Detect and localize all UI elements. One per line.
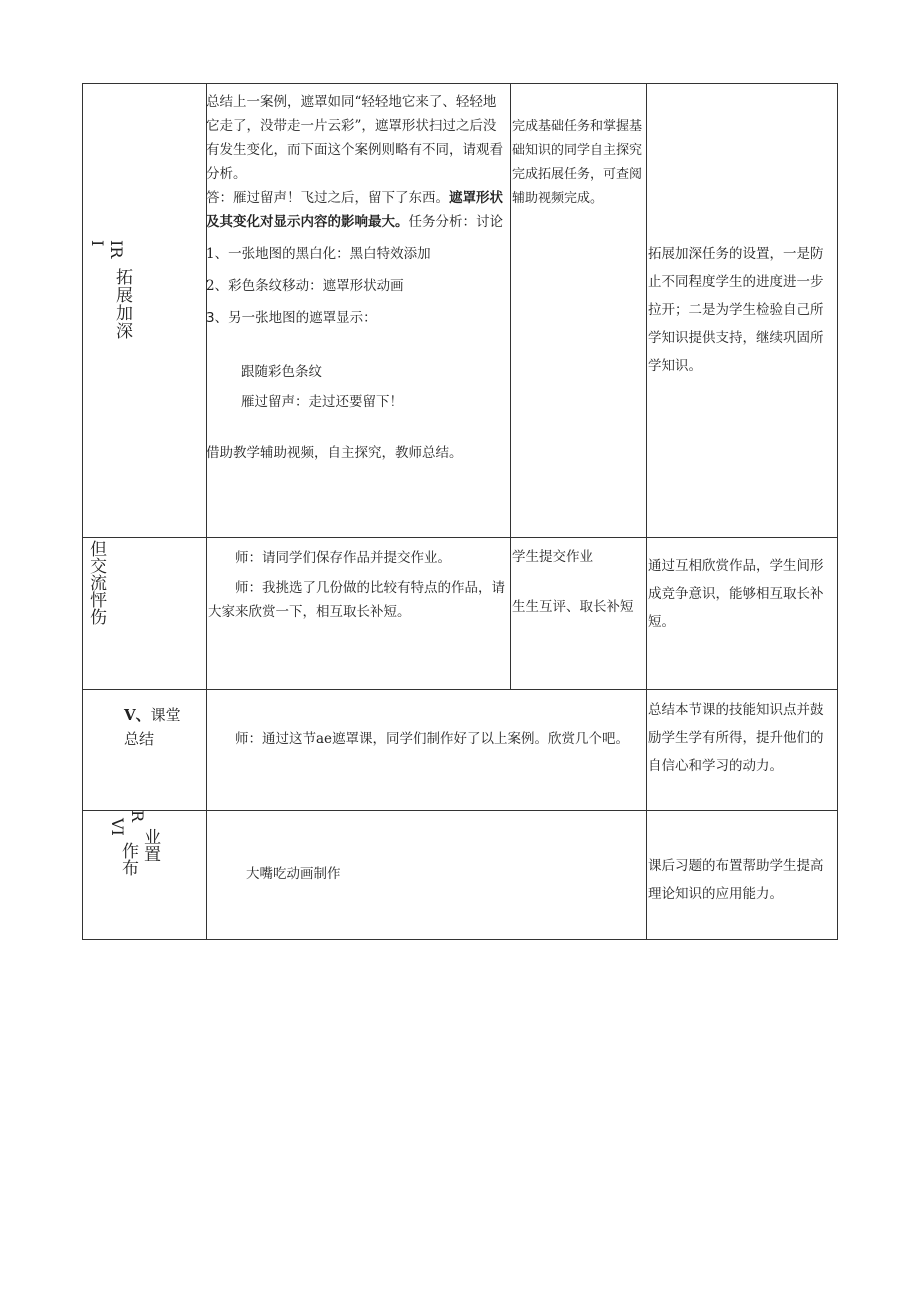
row3-label-roman: V、 [124,706,151,724]
row1-item-5: 雁过留声：走过还要留下！ [241,394,403,410]
row3-label-part2: 总结 [124,730,155,748]
row1-item-2: 2、彩色条纹移动：遮罩形状动画 [206,278,404,294]
row2-label: 但交流怦伤 [86,540,106,625]
row-divider [82,689,838,690]
column-divider [646,83,647,940]
row-divider [82,537,838,538]
row3-design-intent: 总结本节课的技能知识点并鼓励学生学有所得，提升他们的自信心和学习的动力。 [648,702,824,774]
row2-student-line-2: 生生互评、取长补短 [512,599,634,615]
row1-item-3: 3、另一张地图的遮罩显示： [206,310,377,326]
row2-student-activity [512,544,642,620]
row4-design-intent: 课后习题的布置帮助学生提高理论知识的应用能力。 [648,858,824,902]
row1-item-1: 1、一张地图的黑白化：黑白特效添加 [206,246,431,262]
row2-content [208,546,508,624]
row4-label-r: R [128,810,147,823]
row3-label-part1: 课堂 [150,706,181,724]
row3-content: 师：通过这节ae遮罩课，同学们制作好了以上案例。欣赏几个吧。 [235,731,630,747]
row1-student-activity: 完成基础任务和掌握基础知识的同学自主探究完成拓展任务，可查阅辅助视频完成。 [512,119,643,206]
row3-label [124,703,204,751]
row1-paragraph-answer: 答：雁过留声！飞过之后，留下了东西。遮罩形状及其变化对显示内容的影响最大。任务分析：讨论 [206,190,503,230]
row2-student-line-1: 学生提交作业 [512,549,593,565]
row1-design-intent: 拓展加深任务的设置，一是防止不同程度学生的进度进一步拉开；二是为学生检验自己所学知识提供支持，继续巩固所学知识。 [648,246,824,374]
row4-label-part2: 业置 [140,828,160,862]
row-divider [82,810,838,811]
row4-content: 大嘴吃动画制作 [246,866,341,882]
row1-item-6: 借助教学辅助视频，自主探究，教师总结。 [206,445,463,461]
row1-paragraph-summary: 总结上一案例，遮罩如同“轻轻地它来了、轻轻地它走了，没带走一片云彩”，遮罩形状扫过之后没有发生变化，而下面这个案例则略有不同，请观看分析。 [206,94,503,182]
row1-content [206,90,506,537]
row1-label: 拓展加深 [112,268,132,340]
row2-design-intent: 通过互相欣赏作品，学生间形成竞争意识，能够相互取长补短。 [648,558,824,630]
column-divider [510,83,511,689]
row1-label-roman: IR I [88,240,126,259]
row2-line-1: 师：请同学们保存作品并提交作业。 [235,550,451,566]
row1-item-4: 跟随彩色条纹 [241,364,322,380]
row4-label-part1: 作布 [118,842,138,876]
row2-line-2: 师：我挑选了几份做的比较有特点的作品，请大家来欣赏一下，相互取长补短。 [208,580,505,620]
row4-label-roman: VI [108,818,127,836]
